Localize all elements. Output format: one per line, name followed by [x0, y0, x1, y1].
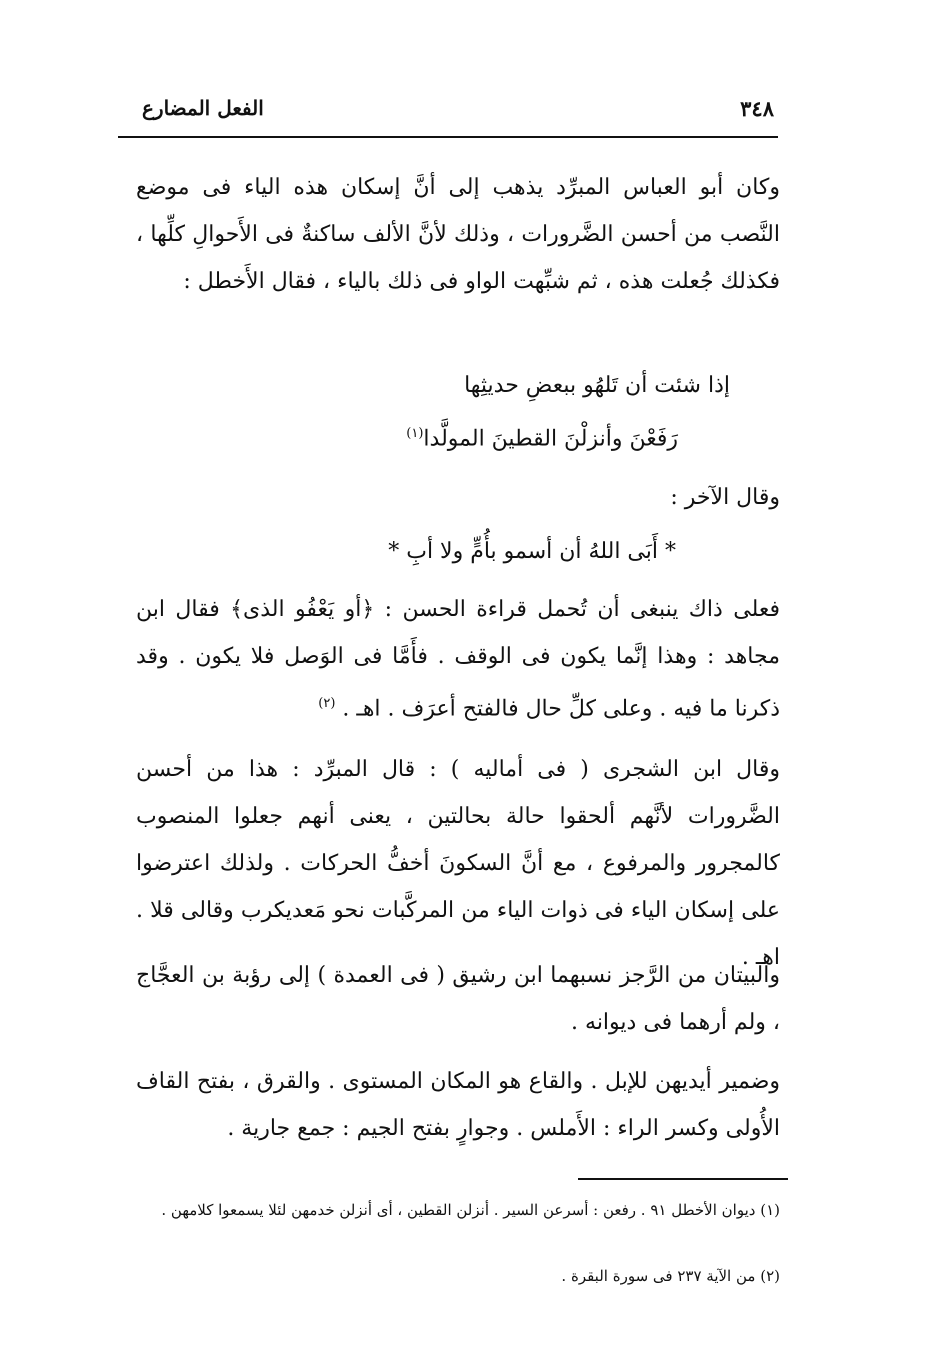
footnote-ref-1: (١) [406, 426, 424, 441]
verse-1-first-hemistich: إذا شئت أن تَلهُو ببعضِ حديثِها [464, 373, 730, 398]
paragraph-5: والبيتان من الرَّجز نسبهما ابن رشيق ( فى العمدة ) إلى رؤبة بن العجَّاج ، ولم أرهما فى ديوانه . [136, 963, 780, 1035]
footnote-ref-2: (٢) [318, 696, 336, 711]
verse-1-second-hemistich [406, 414, 678, 459]
footnote-2: (٢) من الآية ٢٣٧ فى سورة البقرة . [561, 1267, 780, 1285]
running-header [120, 92, 778, 132]
paragraph-6: وضمير أيديهن للإبل . والقاع هو المكان المستوى . والقرق ، بفتح القاف الأُولى وكسر الراء : الأَملس . وجوارٍ بفتح الجيم : جمع جارية . [136, 1069, 780, 1141]
footnote-1: (١) ديوان الأخطل ٩١ . رفعن : أسرعن السير . أنزلن القطين ، أى أنزلن خدمهن لئلا يسمعوا كلامهن . [161, 1201, 780, 1219]
header-rule [118, 136, 778, 138]
paragraph-2: وقال الآخر : [670, 485, 780, 510]
paragraph-4: وقال ابن الشجرى ( فى أماليه ) : قال المبرِّد : هذا من أحسن الضَّرورات لأنَّهم ألحقوا حالة بحالتين ، يعنى أنهم جعلوا المنصوب كالمجرور والمرفوع ، مع أنَّ السكونَ أخفُّ الحركات . ولذلك اعترضوا على إسكان الياء فى ذوات الياء من المركَّبات نحو مَعديكرب وقالى قلا . اهـ . [136, 757, 780, 970]
paragraph-3 [136, 586, 780, 732]
verse-2: * أَبَى اللهُ أن أسمو بأُمٍّ ولا أبِ * [388, 539, 676, 564]
paragraph-1: وكان أبو العباس المبرِّد يذهب إلى أنَّ إسكان هذه الياء فى موضع النَّصب من أحسن الضَّرورات ، وذلك لأنَّ الألف ساكنةٌ فى الأَحوالِ كلِّها ، فكذلك جُعلت هذه ، ثم شبِّهت الواو فى ذلك بالياء ، فقال الأَخطل : [136, 175, 780, 294]
paragraph-3-text: فعلى ذاك ينبغى أن تُحمل قراءة الحسن : ﴿أو يَعْفُو الذى﴾ فقال ابن مجاهد : وهذا إنَّما يكون فى الوقف . فأَمَّا فى الوَصل فلا يكون . وقد ذكرنا ما فيه . وعلى كلِّ حال فالفتح أعرَف . اهـ . [136, 597, 780, 722]
footnote-rule [578, 1178, 788, 1180]
verse-1-second-text: رَفَعْنَ وأنزلْنَ القطينَ المولَّدا [423, 426, 678, 452]
page-number: ٣٤٨ [740, 96, 774, 121]
chapter-title: الفعل المضارع [142, 96, 264, 120]
